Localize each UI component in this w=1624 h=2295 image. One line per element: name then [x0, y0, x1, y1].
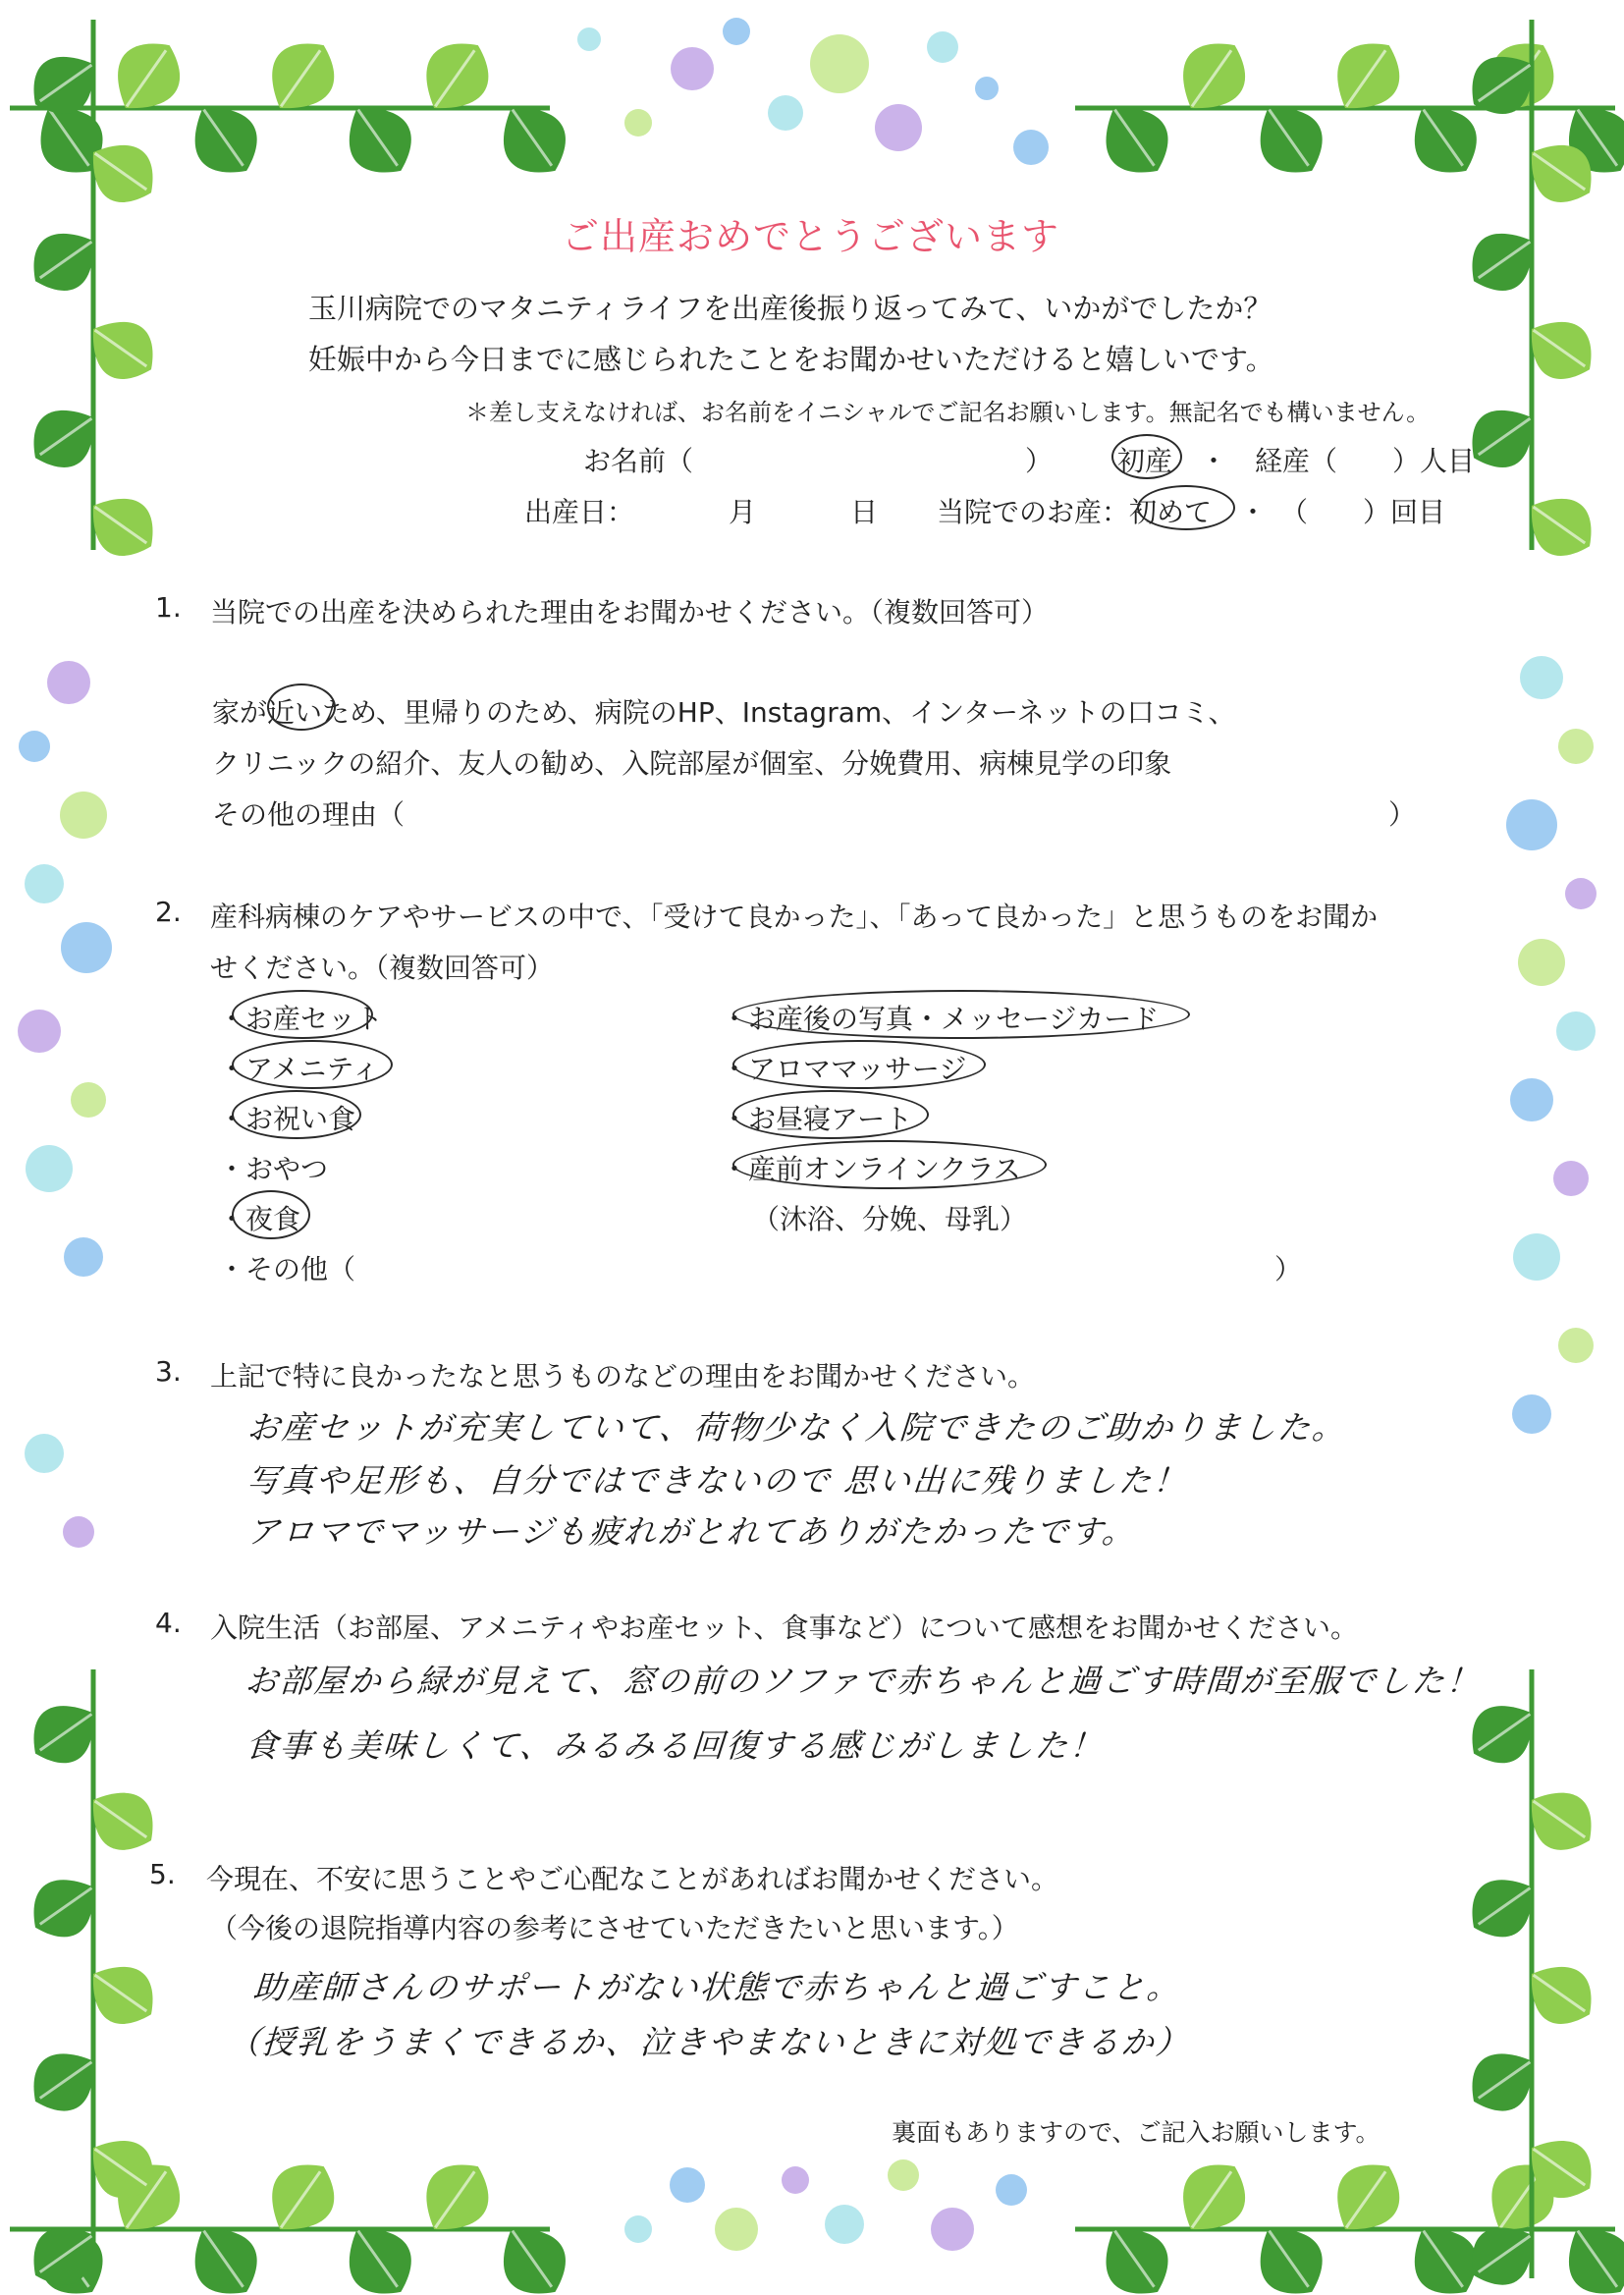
q1-question: 当院での出産を決められた理由をお聞かせください。（複数回答可） [210, 596, 1050, 628]
q2-option-nap-art: ・お昼寝アート [721, 1103, 913, 1135]
q5-answer-line-2: （授乳をうまくできるか、泣きやまないときに対処できるか） [226, 2023, 1192, 2061]
circled-mark-first-time [1137, 485, 1235, 530]
decorative-dot [1518, 939, 1565, 986]
leaf-icon [331, 2212, 426, 2295]
intro-line-1: 玉川病院でのマタニティライフを出産後振り返ってみて、いかがでしたか？ [308, 292, 1272, 325]
q2-number: 2. [155, 896, 182, 928]
decorative-dot [670, 2167, 705, 2203]
decorative-dot [60, 792, 107, 839]
decorative-dot [71, 1082, 106, 1118]
q2-option-night-meal: ・夜食 [218, 1203, 301, 1235]
decorative-dot [1565, 878, 1597, 909]
q2-option-photo-card: ・お産後の写真・メッセージカード [721, 1003, 1160, 1035]
q2-option-aroma-massage: ・アロママッサージ [721, 1053, 967, 1085]
q2-option-amenity: ・アメニティ [218, 1053, 380, 1085]
footer-note: 裏面もありますので、ご記入お願いします。 [892, 2118, 1380, 2147]
q2-option-online-class: ・産前オンラインクラス [721, 1153, 1021, 1185]
q4-answer-line-1: お部屋から緑が見えて、窓の前のソファで赤ちゃんと過ごす時間が至服でした！ [244, 1662, 1483, 1700]
decorative-dot [61, 922, 112, 973]
q2-online-class-topics: （沐浴、分娩、母乳） [752, 1203, 1028, 1235]
q5-question: 今現在、不安に思うことやご心配なことがあればお聞かせください。 [206, 1863, 1059, 1895]
decorative-dot [26, 1145, 73, 1192]
intro-line-2: 妊娠中から今日までに感じられたことをお聞かせいただけると嬉しいです。 [308, 343, 1274, 376]
decorative-dot [1520, 656, 1563, 699]
parity-field: 初産 ・ 経産（ ）人目 [1117, 445, 1476, 477]
decorative-dot [1558, 1328, 1594, 1363]
q3-question: 上記で特に良かったなと思うものなどの理由をお聞かせください。 [210, 1360, 1036, 1393]
decorative-dot [715, 2208, 758, 2251]
circled-mark-online-class [732, 1140, 1047, 1189]
q1-other-label: その他の理由（ [212, 798, 406, 831]
q2-option-birth-set: ・お産セット [218, 1003, 384, 1035]
decorative-dot [18, 1010, 61, 1053]
leaf-icon [177, 2212, 272, 2295]
birth-date-label: 出産日： [524, 496, 635, 528]
decorative-dot [624, 2215, 652, 2243]
decorative-dot [927, 31, 958, 63]
q3-answer-line-2: 写真や足形も、自分ではできないので 思い出に残りました！ [245, 1461, 1189, 1500]
q2-other-close: ） [1274, 1253, 1303, 1285]
decorative-dot [25, 864, 64, 903]
circled-mark-photo-card [732, 990, 1190, 1039]
circled-mark-birth-set [232, 990, 373, 1039]
decorative-dot [624, 109, 652, 137]
decorative-dot [996, 2174, 1027, 2206]
decorative-dot [931, 2208, 974, 2251]
circled-mark-near-home [267, 683, 336, 731]
decorative-dot [25, 1434, 64, 1473]
q1-other-close: ） [1388, 798, 1417, 831]
decorative-dot [1512, 1394, 1551, 1434]
q3-number: 3. [155, 1355, 182, 1388]
leaf-icon [1088, 2212, 1183, 2295]
decorative-dot [1013, 130, 1049, 165]
decorative-dot [64, 1237, 103, 1277]
q2-option-other: ・その他（ [218, 1253, 356, 1285]
decorative-dot [825, 2205, 864, 2244]
decorative-dot [1556, 1011, 1596, 1051]
circled-mark-first-birth [1111, 434, 1182, 479]
decorative-dot [888, 2159, 919, 2191]
q2-question-line-2: せください。（複数回答可） [210, 952, 555, 984]
q5-subtext: （今後の退院指導内容の参考にさせていただきたいと思います。） [210, 1912, 1019, 1944]
circled-mark-aroma-massage [732, 1040, 986, 1089]
decorative-dot [810, 34, 869, 93]
decorative-dot [1510, 1078, 1553, 1121]
first-here-field: 当院でのお産：初めて ・ （ ）回目 [937, 496, 1446, 528]
decorative-dot [1558, 729, 1594, 764]
decorative-dot [975, 77, 999, 100]
decorative-dot [782, 2166, 809, 2194]
circled-mark-night-meal [232, 1190, 310, 1239]
decorative-dot [768, 95, 803, 131]
decorative-dot [875, 104, 922, 151]
page-title: ご出産おめでとうございます [562, 215, 1060, 258]
intro-note: ＊差し支えなければ、お名前をイニシャルでご記名お願いします。無記名でも構いません。 [465, 399, 1431, 426]
q4-answer-line-2: 食事も美味しくて、みるみる回復する感じがしました！ [244, 1726, 1106, 1765]
q5-number: 5. [149, 1858, 176, 1890]
q1-options-line-2: クリニックの紹介、友人の勧め、入院部屋が個室、分娩費用、病棟見学の印象 [212, 747, 1172, 780]
q2-option-celebration-meal: ・お祝い食 [218, 1103, 356, 1135]
decorative-dot [723, 18, 750, 45]
name-close: ） [1025, 445, 1054, 477]
circled-mark-nap-art [732, 1090, 929, 1139]
name-label: お名前（ [583, 445, 694, 477]
q4-number: 4. [155, 1607, 182, 1639]
q4-question: 入院生活（お部屋、アメニティやお産セット、食事など）について感想をお聞かせください。 [210, 1612, 1359, 1644]
decorative-dot [1513, 1233, 1560, 1281]
decorative-dot [1506, 799, 1557, 850]
leaf-icon [1242, 2212, 1337, 2295]
decorative-dot [47, 661, 90, 704]
decorative-dot [19, 731, 50, 762]
decorative-dot [577, 27, 601, 51]
decorative-dot [1553, 1161, 1589, 1196]
birth-day: 日 [850, 496, 879, 528]
q1-options-line-1: 家が近いため、里帰りのため、病院のHP、Instagram、インターネットの口コミ、 [212, 696, 1236, 729]
q3-answer-line-1: お産セットが充実していて、荷物少なく入院できたのご助かりました。 [245, 1408, 1348, 1447]
q3-answer-line-3: アロマでマッサージも疲れがとれてありがたかったです。 [245, 1512, 1138, 1551]
birth-month: 月 [729, 496, 757, 528]
q1-number: 1. [155, 591, 182, 624]
q5-answer-line-1: 助産師さんのサポートがない状態で赤ちゃんと過ごすこと。 [251, 1968, 1183, 2006]
decorative-dot [671, 47, 714, 90]
decorative-dot [63, 1516, 94, 1548]
circled-mark-celebration-meal [232, 1090, 361, 1139]
circled-mark-amenity [232, 1040, 393, 1089]
leaf-icon [485, 2212, 580, 2295]
q2-question-line-1: 産科病棟のケアやサービスの中で、「受けて良かった」、「あって良かった」と思うものをお聞か [210, 901, 1379, 933]
q2-option-snack: ・おやつ [218, 1153, 329, 1185]
